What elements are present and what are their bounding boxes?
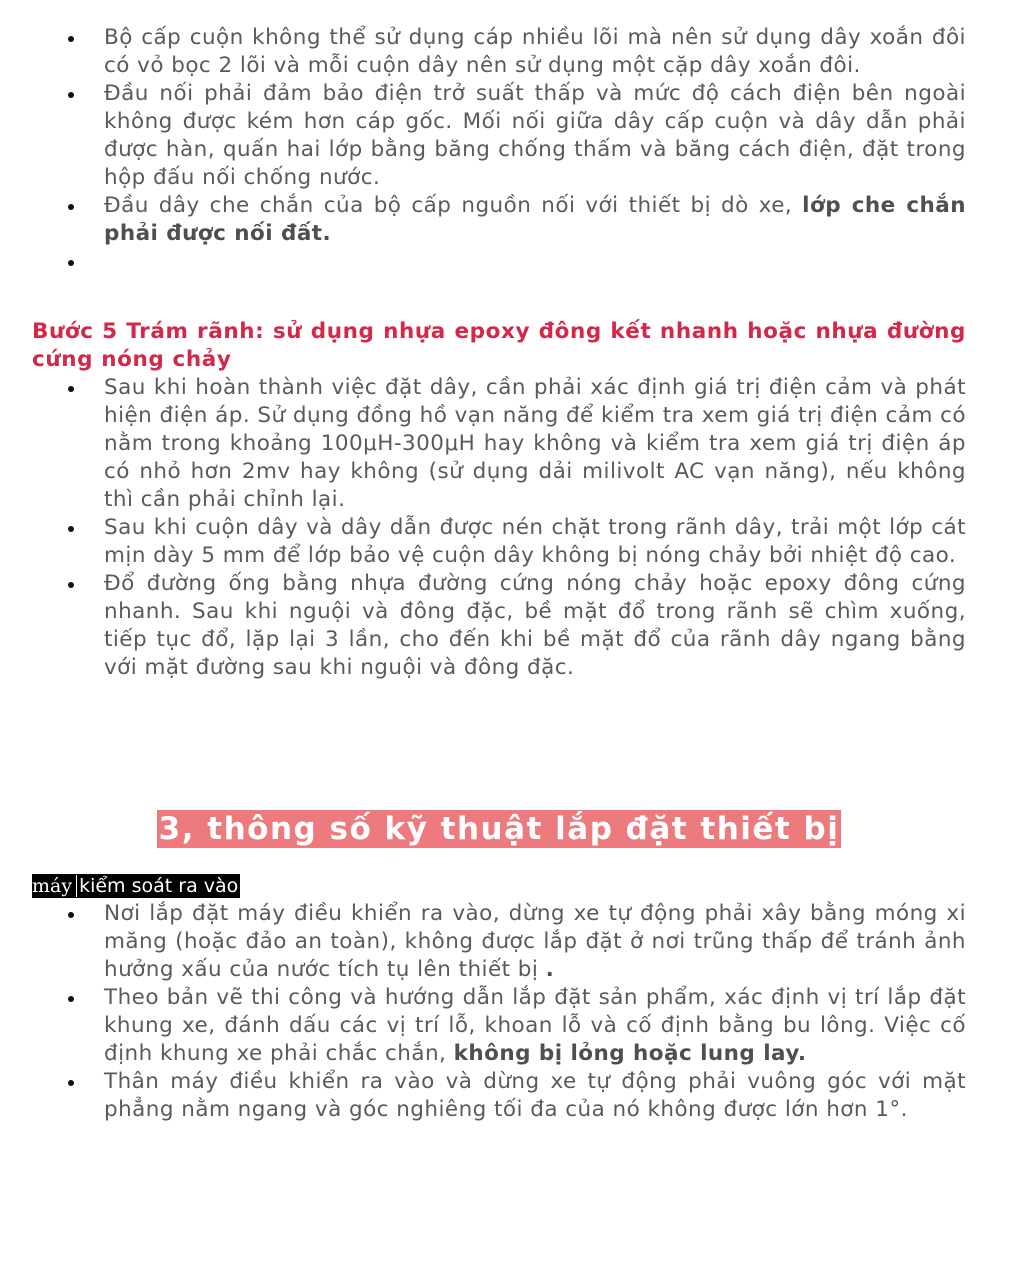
- document-page: [32, 24, 966, 1124]
- item-text: Đổ đường ống bằng nhựa đường cứng nóng chảy hoặc epoxy đông cứng nhanh. Sau khi nguội và đông đặc, bề mặt đổ trong rãnh sẽ chìm xuống, tiếp tục đổ, lặp lại 3 lần, cho đến khi bề mặt đổ của rãnh dây ngang bằng với mặt đường sau khi nguội và đông đặc.: [104, 571, 966, 680]
- list-item: [104, 24, 966, 80]
- list-item: [104, 900, 966, 984]
- step5-heading: Bước 5 Trám rãnh: sử dụng nhựa epoxy đông kết nhanh hoặc nhựa đường cứng nóng chảy: [32, 319, 966, 372]
- item-bold-text: .: [545, 957, 555, 982]
- step5-list: [32, 374, 966, 682]
- item-bold-text: không bị lỏng hoặc lung lay.: [453, 1041, 807, 1066]
- list-item: [104, 514, 966, 570]
- item-text: Đầu dây che chắn của bộ cấp nguồn nối với thiết bị dò xe,: [104, 193, 803, 218]
- list-item: [104, 570, 966, 682]
- item-bold-text: lớp che chắn phải được nối đất.: [104, 193, 966, 246]
- item-text: Bộ cấp cuộn không thể sử dụng cáp nhiều lõi mà nên sử dụng dây xoắn đôi có vỏ bọc 2 lõi và mỗi cuộn dây nên sử dụng một cặp dây xoắn đôi.: [104, 25, 966, 78]
- subheading-word: máy: [32, 875, 77, 897]
- item-text: Sau khi cuộn dây và dây dẫn được nén chặt trong rãnh dây, trải một lớp cát mịn dày 5 mm để lớp bảo vệ cuộn dây không bị nóng chảy bởi nhiệt độ cao.: [104, 515, 966, 568]
- section-title-wrap: [32, 810, 966, 848]
- item-text: Theo bản vẽ thi công và hướng dẫn lắp đặt sản phẩm, xác định vị trí lắp đặt khung xe, đánh dấu các vị trí lỗ, khoan lỗ và cố định bằng bu lông. Việc cố định khung xe phải chắc chắn,: [104, 985, 966, 1066]
- wiring-requirements-list: [32, 24, 966, 276]
- subheading-phrase: kiểm soát ra vào: [79, 875, 239, 897]
- list-item: [104, 1068, 966, 1124]
- empty-list-item: [104, 248, 966, 276]
- list-item: [104, 80, 966, 192]
- item-text: Sau khi hoàn thành việc đặt dây, cần phải xác định giá trị điện cảm và phát hiện điện áp. Sử dụng đồng hồ vạn năng để kiểm tra xem giá trị điện cảm có nằm trong khoảng 100μH-300μH hay không và kiểm tra xem giá trị điện áp có nhỏ hơn 2mv hay không (sử dụng dải milivolt AC vạn năng), nếu không thì cần phải chỉnh lại.: [104, 375, 966, 512]
- installation-specs-list: [32, 900, 966, 1124]
- section-subheading: [32, 874, 240, 898]
- list-item: [104, 374, 966, 514]
- item-text: Thân máy điều khiển ra vào và dừng xe tự động phải vuông góc với mặt phẳng nằm ngang và góc nghiêng tối đa của nó không được lớn hơn 1°.: [104, 1069, 966, 1122]
- item-text: Nơi lắp đặt máy điều khiển ra vào, dừng xe tự động phải xây bằng móng xi măng (hoặc đảo an toàn), không được lắp đặt ở nơi trũng thấp để tránh ảnh hưởng xấu của nước tích tụ lên thiết bị: [104, 901, 966, 982]
- item-text: Đầu nối phải đảm bảo điện trở suất thấp và mức độ cách điện bên ngoài không được kém hơn cáp gốc. Mối nối giữa dây cấp cuộn và dây dẫn phải được hàn, quấn hai lớp bằng băng chống thấm và băng cách điện, đặt trong hộp đấu nối chống nước.: [104, 81, 966, 190]
- list-item: [104, 192, 966, 248]
- section-title: 3, thông số kỹ thuật lắp đặt thiết bị: [158, 811, 840, 847]
- list-item: [104, 984, 966, 1068]
